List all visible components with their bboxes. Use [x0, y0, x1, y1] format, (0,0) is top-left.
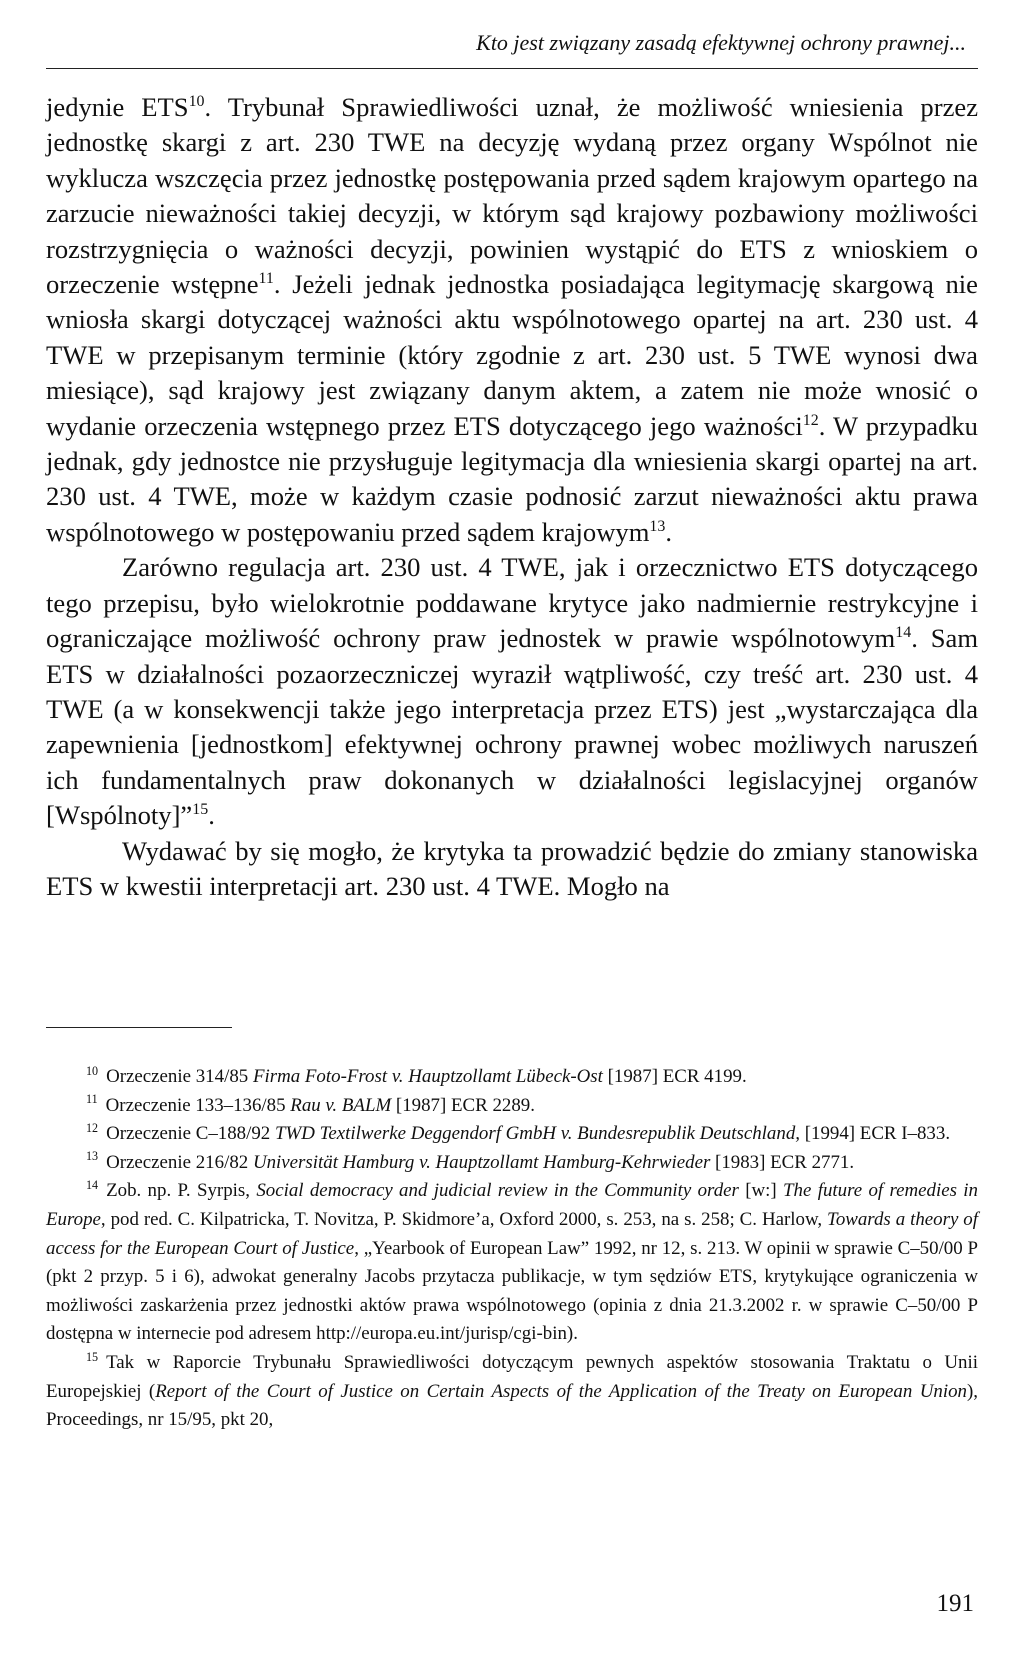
footnote-ref-13[interactable]: 13	[649, 518, 666, 536]
footnote-ref-11[interactable]: 11	[258, 270, 274, 288]
footnote-12: $^{12}$ Orzeczenie C–188/92 TWD Textilwerke Deggendorf GmbH v. Bundesrepublik Deutschland, [1994] ECR I–833.	[86, 1120, 951, 1145]
footnotes	[46, 1063, 978, 1435]
main-text	[46, 90, 978, 904]
footnote-ref-12[interactable]: 12	[802, 411, 819, 429]
footnote-separator	[46, 1027, 232, 1028]
footnote-15: $^{15}$ Tak w Raporcie Trybunału Sprawiedliwości dotyczącym pewnych aspektów stosowania Traktatu o Unii Europejskiej (Report of the Court of Justice on Certain Aspects of the Application of the Treaty on European Union), Proceedings, nr 15/95, pkt 20,	[46, 1349, 978, 1431]
footnote-13: $^{13}$ Orzeczenie 216/82 Universität Hamburg v. Hauptzollamt Hamburg-Kehrwieder [1983] ECR 2771.	[86, 1149, 855, 1173]
paragraph-1: jedynie ETS$^{10}$. Trybunał Sprawiedliwości uznał, że możliwość wniesienia przez jednostkę skargi z art. 230 TWE na decyzję wydaną przez organy Wspólnot nie wyklucza wszczęcia przez jednostkę postępowania przed sądem krajowym opartego na zarzucie nieważności takiej decyzji, w którym sąd krajowy pozbawiony możliwości rozstrzygnięcia o ważności decyzji, powinien wystąpić do ETS z wnioskiem o orzeczenie wstępne$^{11}$. Jeżeli jednak jednostka posiadająca legitymację skargową nie wniosła skargi dotyczącej ważności aktu wspólnotowego opartej na art. 230 ust. 4 TWE w przepisanym terminie (który zgodnie z art. 230 ust. 5 TWE wynosi dwa miesiące), sąd krajowy jest związany danym aktem, a zatem nie może wnosić o wydanie orzeczenia wstępnego przez ETS dotyczącego jego ważności$^{12}$. W przypadku jednak, gdy jednostce nie przysługuje legitymacja dla wniesienia skargi opartej na art. 230 ust. 4 TWE, może w każdym czasie podnosić zarzut nieważności aktu prawa wspólnotowego w postępowaniu przed sądem krajowym$^{13}$.	[46, 92, 978, 547]
footnote-ref-15[interactable]: 15	[192, 801, 209, 819]
footnote-14: $^{14}$ Zob. np. P. Syrpis, Social democracy and judicial review in the Community order [w:] The future of remedies in Europe, pod red. C. Kilpatricka, T. Novitza, P. Skidmore’a, Oxford 2000, s. 253, na s. 258; C. Harlow, Towards a theory of access for the European Court of Justice, „Yearbook of European Law” 1992, nr 12, s. 213. W opinii w sprawie C–50/00 P (pkt 2 przyp. 5 i 6), adwokat generalny Jacobs przytacza publikacje, w tym sędziów ETS, krytykujące ograniczenia w możliwości zaskarżenia przez jednostki aktów prawa wspólnotowego (opinia z dnia 21.3.2002 r. w sprawie C–50/00 P dostępna w internecie pod adresem http://europa.eu.int/jurisp/cgi-bin).	[46, 1178, 978, 1345]
footnote-ref-14[interactable]: 14	[895, 624, 912, 642]
footnote-ref-10[interactable]: 10	[188, 93, 205, 111]
book-page	[46, 0, 978, 1661]
paragraph-2: Zarówno regulacja art. 230 ust. 4 TWE, jak i orzecznictwo ETS dotyczącego tego przepisu, było wielokrotnie poddawane krytyce jako nadmiernie restrykcyjne i ograniczające możliwość ochrony praw jednostek w prawie wspólnotowym$^{14}$. Sam ETS w działalności pozaorzeczniczej wyraził wątpliwość, czy treść art. 230 ust. 4 TWE (a w konsekwencji także jego interpretacja przez ETS) jest „wystarczająca dla zapewnienia [jednostkom] efektywnej ochrony prawnej wobec możliwych naruszeń ich fundamentalnych praw dokonanych w działalności legislacyjnej organów [Wspólnoty]”$^{15}$.	[46, 552, 978, 831]
header-rule	[46, 68, 978, 69]
footnote-10: $^{10}$ Orzeczenie 314/85 Firma Foto-Frost v. Hauptzollamt Lübeck-Ost [1987] ECR 4199.	[86, 1063, 747, 1087]
running-header: Kto jest związany zasadą efektywnej ochrony prawnej...	[476, 30, 966, 55]
paragraph-3: Wydawać by się mogło, że krytyka ta prowadzić będzie do zmiany stanowiska ETS w kwestii interpretacji art. 230 ust. 4 TWE. Mogło na	[46, 835, 978, 901]
page-number: 191	[936, 1590, 974, 1617]
footnote-11: $^{11}$ Orzeczenie 133–136/85 Rau v. BALM [1987] ECR 2289.	[86, 1092, 535, 1116]
